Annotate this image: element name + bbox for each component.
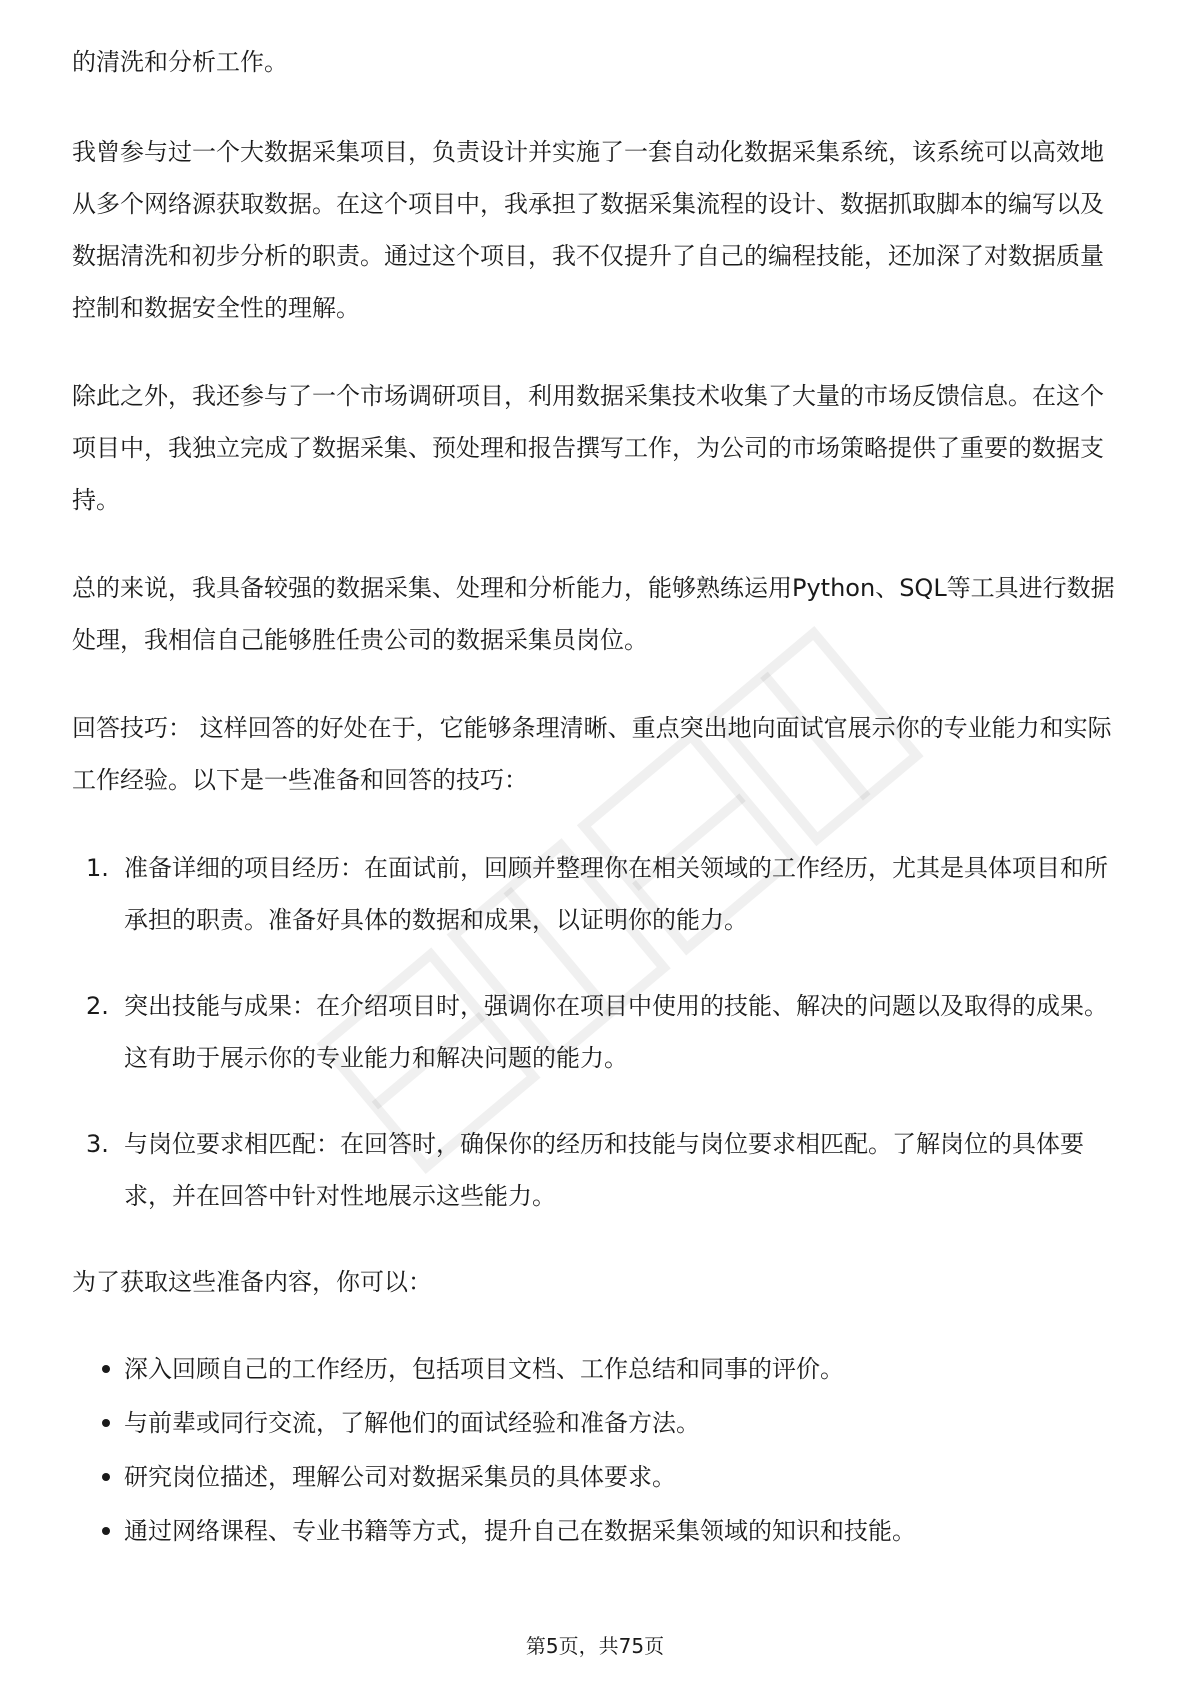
- list-item-text: 深入回顾自己的工作经历，包括项目文档、工作总结和同事的评价。: [124, 1355, 844, 1383]
- bullet-icon: [102, 1473, 110, 1481]
- prep-list: [72, 1342, 1120, 1558]
- paragraph-market-research: 除此之外，我还参与了一个市场调研项目，利用数据采集技术收集了大量的市场反馈信息。在这个项目中，我独立完成了数据采集、预处理和报告撰写工作，为公司的市场策略提供了重要的数据支持。: [72, 382, 1104, 514]
- list-item-text: 与岗位要求相匹配：在回答时，确保你的经历和技能与岗位要求相匹配。了解岗位的具体要求，并在回答中针对性地展示这些能力。: [124, 1130, 1084, 1210]
- paragraph-answer-tips: 回答技巧： 这样回答的好处在于，它能够条理清晰、重点突出地向面试官展示你的专业能力和实际工作经验。以下是一些准备和回答的技巧：: [72, 714, 1112, 794]
- bullet-icon: [102, 1419, 110, 1427]
- list-number: 2.: [86, 992, 109, 1020]
- list-item: [72, 980, 1120, 1084]
- paragraph-summary: 总的来说，我具备较强的数据采集、处理和分析能力，能够熟练运用Python、SQL等工具进行数据处理，我相信自己能够胜任贵公司的数据采集员岗位。: [72, 574, 1115, 654]
- list-item-text: 突出技能与成果：在介绍项目时，强调你在项目中使用的技能、解决的问题以及取得的成果。这有助于展示你的专业能力和解决问题的能力。: [124, 992, 1108, 1072]
- list-item-text: 通过网络课程、专业书籍等方式，提升自己在数据采集领域的知识和技能。: [124, 1517, 916, 1545]
- list-item: [72, 842, 1120, 946]
- list-item: [72, 1504, 1120, 1558]
- list-number: 3.: [86, 1130, 109, 1158]
- list-number: 1.: [86, 854, 109, 882]
- list-item: [72, 1118, 1120, 1222]
- tips-list: [72, 842, 1120, 1222]
- list-item-text: 准备详细的项目经历：在面试前，回顾并整理你在相关领域的工作经历，尤其是具体项目和所承担的职责。准备好具体的数据和成果，以证明你的能力。: [124, 854, 1108, 934]
- bullet-icon: [102, 1365, 110, 1373]
- bullet-icon: [102, 1527, 110, 1535]
- list-item: [72, 1450, 1120, 1504]
- document-body: [72, 36, 1120, 1558]
- page-footer: 第5页，共75页: [525, 1634, 665, 1658]
- list-item: [72, 1396, 1120, 1450]
- list-item: [72, 1342, 1120, 1396]
- list-item-text: 与前辈或同行交流，了解他们的面试经验和准备方法。: [124, 1409, 700, 1437]
- paragraph-continuation: 的清洗和分析工作。: [72, 48, 288, 76]
- prep-intro: 为了获取这些准备内容，你可以：: [72, 1268, 432, 1296]
- list-item-text: 研究岗位描述，理解公司对数据采集员的具体要求。: [124, 1463, 676, 1491]
- paragraph-big-data-project: 我曾参与过一个大数据采集项目，负责设计并实施了一套自动化数据采集系统，该系统可以高效地从多个网络源获取数据。在这个项目中，我承担了数据采集流程的设计、数据抓取脚本的编写以及数据清洗和初步分析的职责。通过这个项目，我不仅提升了自己的编程技能，还加深了对数据质量控制和数据安全性的理解。: [72, 138, 1104, 322]
